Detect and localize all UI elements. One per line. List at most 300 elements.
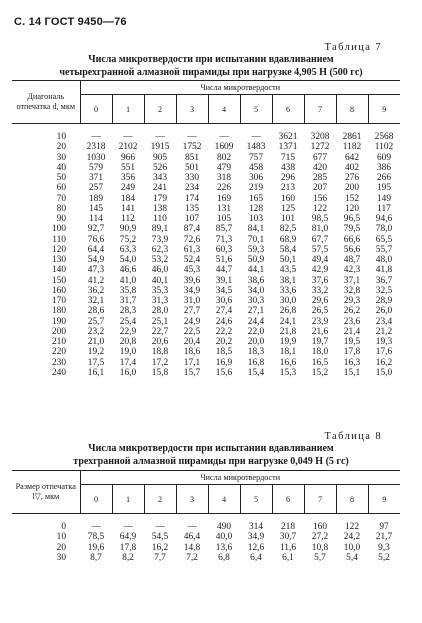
table8-caption-line1: Числа микротвердости при испытании вдавливанием: [88, 443, 334, 454]
table-cell: 47,3: [87, 265, 105, 276]
row-label: 70: [56, 193, 66, 204]
table-cell: 5,7: [314, 552, 326, 563]
table-cell: 21,0: [87, 337, 105, 347]
table7-column-header: 7: [304, 95, 336, 124]
table-cell: 2861: [342, 132, 362, 142]
table-cell: 81,0: [311, 224, 329, 235]
table-row: [12, 204, 400, 214]
table-row: [12, 194, 400, 204]
table-cell: 24,4: [247, 316, 265, 327]
table-cell: —: [187, 522, 197, 532]
table-cell: 110: [153, 214, 167, 224]
table-cell: 51,6: [215, 255, 233, 265]
table-cell: 15,3: [279, 367, 297, 378]
table-cell: 45,3: [183, 265, 201, 276]
table-cell: 18,1: [279, 347, 297, 358]
table-cell: 65,5: [375, 234, 393, 245]
table-cell: 19,9: [279, 337, 297, 347]
table8-label: Таблица 8: [324, 431, 382, 442]
table-cell: 20,6: [151, 337, 169, 347]
table-cell: 234: [184, 183, 200, 194]
table8-caption: [0, 443, 422, 468]
table-cell: 16,2: [151, 542, 169, 553]
table-cell: 28,6: [87, 306, 105, 317]
row-label: 30: [56, 152, 66, 163]
table8: [12, 470, 400, 563]
table-row: [12, 153, 400, 163]
table-cell: 84,1: [247, 224, 265, 235]
table-cell: 37,6: [311, 275, 329, 286]
table-cell: 16,2: [375, 357, 393, 368]
table-cell: 55,7: [375, 244, 393, 255]
table-cell: 16,0: [119, 367, 137, 378]
table-cell: 16,5: [311, 357, 329, 368]
table-cell: 92,7: [87, 224, 105, 235]
table-cell: 386: [376, 162, 392, 173]
table-cell: 131: [216, 203, 232, 214]
table7-column-header: 9: [368, 95, 400, 124]
table-row: [12, 532, 400, 542]
table-cell: 41,2: [87, 275, 105, 286]
table-cell: 526: [152, 162, 168, 173]
table-cell: 125: [280, 203, 296, 214]
table-cell: 112: [121, 214, 135, 224]
table-cell: —: [187, 132, 197, 142]
table-cell: 490: [216, 522, 232, 532]
table-cell: 57,5: [311, 244, 329, 255]
table-cell: 141: [120, 203, 136, 214]
table-cell: 48,7: [343, 255, 361, 265]
table-cell: 22,5: [183, 326, 201, 337]
table-cell: —: [219, 132, 229, 142]
table8-column-header: 7: [304, 485, 336, 514]
table-cell: —: [155, 132, 165, 142]
table-cell: 438: [280, 162, 296, 173]
table-cell: 19,2: [87, 347, 105, 358]
table-cell: 17,8: [119, 542, 137, 553]
table-cell: 296: [280, 173, 296, 183]
table-row: [12, 327, 400, 337]
table8-column-header: 4: [208, 485, 240, 514]
table-cell: 49,4: [311, 255, 329, 265]
table-cell: 16,9: [215, 357, 233, 368]
table-cell: 6,8: [218, 552, 230, 563]
table-cell: 42,9: [311, 265, 329, 276]
table-cell: —: [155, 522, 165, 532]
table-cell: 21,8: [279, 326, 297, 337]
table-cell: 149: [376, 193, 392, 204]
table-cell: 343: [152, 173, 168, 183]
table-cell: 160: [280, 193, 296, 204]
table-cell: 5,4: [346, 552, 358, 563]
table-cell: 58,4: [279, 244, 297, 255]
table7-label: Таблица 7: [324, 42, 382, 53]
table-cell: 46,4: [183, 532, 201, 543]
table-cell: 103: [248, 214, 264, 224]
table8-column-header: 8: [336, 485, 368, 514]
table-row: [12, 142, 400, 152]
table-cell: 64,4: [87, 244, 105, 255]
row-label: 40: [56, 162, 66, 173]
table-cell: 18,0: [311, 347, 329, 358]
table-cell: 53,2: [151, 255, 169, 265]
table-cell: —: [91, 132, 101, 142]
table-cell: 107: [184, 214, 200, 224]
table8-column-header: 0: [80, 485, 112, 514]
table-cell: 402: [344, 162, 360, 173]
page-header: С. 14 ГОСТ 9450—76: [14, 16, 127, 28]
table-cell: 330: [184, 173, 200, 183]
table-cell: 7,2: [186, 552, 198, 563]
table-cell: 642: [344, 152, 360, 163]
table-cell: 249: [120, 183, 136, 194]
table-cell: 174: [184, 193, 200, 204]
table-cell: 17,6: [375, 347, 393, 358]
row-label: 80: [56, 203, 66, 214]
table-cell: 8,7: [90, 552, 102, 563]
table-cell: 50,9: [247, 255, 265, 265]
table-cell: 138: [152, 203, 168, 214]
table-cell: 30,6: [215, 296, 233, 306]
table-cell: 160: [312, 522, 328, 532]
table7-column-header: 1: [112, 95, 144, 124]
table-cell: 38,6: [247, 275, 265, 286]
table-cell: 207: [312, 183, 328, 194]
table-cell: 1752: [182, 142, 202, 153]
table-cell: 16,3: [343, 357, 361, 368]
table-cell: 36,2: [87, 285, 105, 296]
table-cell: 420: [312, 162, 328, 173]
table-cell: 257: [88, 183, 104, 194]
table-cell: 6,4: [250, 552, 262, 563]
table-cell: 41,8: [375, 265, 393, 276]
table-cell: 94,6: [375, 214, 393, 224]
table-cell: 21,4: [343, 326, 361, 337]
table-cell: 18,5: [215, 347, 233, 358]
row-label: 10: [56, 532, 66, 543]
table8-column-header: 5: [240, 485, 272, 514]
table-cell: 23,4: [375, 316, 393, 327]
table-cell: 15,8: [151, 367, 169, 378]
table-cell: 18,8: [151, 347, 169, 358]
table7-column-header: 2: [144, 95, 176, 124]
table-cell: 67,7: [311, 234, 329, 245]
table-cell: 23,6: [343, 316, 361, 327]
table-row: [12, 276, 400, 286]
table-cell: 43,5: [279, 265, 297, 276]
table-cell: 3208: [310, 132, 330, 142]
table-cell: 31,7: [119, 296, 137, 306]
table-cell: 16,6: [279, 357, 297, 368]
table-cell: 18,3: [247, 347, 265, 358]
table-cell: 30,7: [279, 532, 297, 543]
row-label: 150: [51, 275, 66, 286]
table-cell: 1609: [214, 142, 234, 153]
table-cell: 15,4: [247, 367, 265, 378]
table-cell: 21,7: [375, 532, 393, 543]
table-cell: 19,5: [343, 337, 361, 347]
table-cell: 89,1: [151, 224, 169, 235]
table8-column-header: 1: [112, 485, 144, 514]
table-cell: 2102: [118, 142, 138, 153]
table-cell: 63,3: [119, 244, 137, 255]
table-cell: 851: [184, 152, 200, 163]
table-cell: 61,3: [183, 244, 201, 255]
table-cell: 54,5: [151, 532, 169, 543]
table-cell: 48,0: [375, 255, 393, 265]
table8-column-header: 6: [272, 485, 304, 514]
table-cell: 46,6: [119, 265, 137, 276]
table-cell: 35,8: [119, 285, 137, 296]
table-cell: 122: [312, 203, 328, 214]
table-cell: 213: [280, 183, 296, 194]
table-cell: 22,7: [151, 326, 169, 337]
table-cell: 23,9: [311, 316, 329, 327]
table-cell: 62,3: [151, 244, 169, 255]
table-cell: 677: [312, 152, 328, 163]
table-cell: 15,2: [311, 367, 329, 378]
table-row: [12, 245, 400, 255]
table-cell: 34,9: [183, 285, 201, 296]
table-cell: 90,9: [119, 224, 137, 235]
table-row: [12, 306, 400, 316]
table-cell: 21,2: [375, 326, 393, 337]
table-cell: 276: [344, 173, 360, 183]
table-cell: 18,6: [183, 347, 201, 358]
table-cell: 6,1: [282, 552, 294, 563]
table-cell: 44,1: [247, 265, 265, 276]
row-label: 230: [51, 357, 66, 368]
table-cell: 22,0: [247, 326, 265, 337]
table-cell: 128: [248, 203, 264, 214]
table-cell: 156: [312, 193, 328, 204]
table-cell: 25,1: [151, 316, 169, 327]
table-cell: 13,6: [215, 542, 233, 553]
table-cell: 32,5: [375, 285, 393, 296]
table-row: [12, 163, 400, 173]
table-cell: 24,6: [215, 316, 233, 327]
table-cell: 27,7: [183, 306, 201, 317]
table-cell: 71,3: [215, 234, 233, 245]
table-cell: 54,9: [87, 255, 105, 265]
table-cell: 79,5: [343, 224, 361, 235]
table-row: [12, 317, 400, 327]
table-cell: 135: [184, 203, 200, 214]
table-cell: 145: [88, 203, 104, 214]
table-cell: —: [123, 522, 133, 532]
table-row: [12, 347, 400, 357]
table-cell: 78,5: [87, 532, 105, 543]
table-cell: 241: [152, 183, 168, 194]
table-cell: 17,2: [151, 357, 169, 368]
table-cell: 19,7: [311, 337, 329, 347]
table-cell: 50,1: [279, 255, 297, 265]
table-cell: 15,0: [375, 367, 393, 378]
table-cell: 117: [377, 203, 391, 214]
table-cell: 285: [312, 173, 328, 183]
table-row: [12, 337, 400, 347]
table-cell: 33,2: [311, 285, 329, 296]
table-cell: 59,3: [247, 244, 265, 255]
table-cell: 20,8: [119, 337, 137, 347]
table-cell: 19,6: [87, 542, 105, 553]
table-cell: 25,4: [119, 316, 137, 327]
table-cell: 52,4: [183, 255, 201, 265]
row-label: 30: [56, 552, 66, 563]
row-label: 200: [51, 326, 66, 337]
table-cell: 715: [280, 152, 296, 163]
table-cell: 23,2: [87, 326, 105, 337]
table-cell: 34,0: [247, 285, 265, 296]
table-row: [12, 265, 400, 275]
table-cell: 76,6: [87, 234, 105, 245]
row-label: 10: [56, 132, 66, 142]
table-cell: 34,5: [215, 285, 233, 296]
table-cell: 66,6: [343, 234, 361, 245]
table-cell: 46,0: [151, 265, 169, 276]
table-cell: 20,0: [247, 337, 265, 347]
table-cell: 10,8: [311, 542, 329, 553]
table-cell: 27,4: [215, 306, 233, 317]
table-cell: 24,9: [183, 316, 201, 327]
table-cell: 31,0: [183, 296, 201, 306]
table7-caption-line1: Числа микротвердости при испытании вдавливанием: [88, 54, 334, 65]
table-cell: 306: [248, 173, 264, 183]
table-cell: 1483: [246, 142, 266, 153]
table-cell: 22,9: [119, 326, 137, 337]
table-cell: 905: [152, 152, 168, 163]
table-cell: 15,7: [183, 367, 201, 378]
table-cell: 40,1: [151, 275, 169, 286]
table-cell: 165: [248, 193, 264, 204]
row-label: 60: [56, 183, 66, 194]
table-cell: 27,2: [311, 532, 329, 543]
table-cell: 78,0: [375, 224, 393, 235]
table-row: [12, 358, 400, 368]
table-cell: 105: [216, 214, 232, 224]
table7-row-header: Диагональ отпечатка d, мкм: [12, 81, 80, 124]
table-cell: 757: [248, 152, 264, 163]
table-cell: 38,1: [279, 275, 297, 286]
table-cell: 1102: [374, 142, 394, 153]
table7: [12, 80, 400, 378]
table8-row-header: Размер отпечатка l▽, мкм: [12, 471, 80, 514]
table-cell: 26,0: [375, 306, 393, 317]
table-cell: 17,1: [183, 357, 201, 368]
table-cell: 609: [376, 152, 392, 163]
table-cell: 101: [280, 214, 296, 224]
table-cell: 24,1: [279, 316, 297, 327]
row-label: 120: [51, 244, 66, 255]
table-cell: 22,2: [215, 326, 233, 337]
table-cell: 152: [344, 193, 360, 204]
table-cell: 7,7: [154, 552, 166, 563]
table-cell: 20,2: [215, 337, 233, 347]
table-cell: 16,1: [87, 367, 105, 378]
table-cell: 60,3: [215, 244, 233, 255]
table-row: [12, 255, 400, 265]
row-label: 130: [51, 255, 66, 265]
table7-column-header: 6: [272, 95, 304, 124]
table7-column-header: 4: [208, 95, 240, 124]
table-cell: 87,4: [183, 224, 201, 235]
table-cell: 32,8: [343, 285, 361, 296]
table-cell: 21,6: [311, 326, 329, 337]
table8-column-header: 2: [144, 485, 176, 514]
table7-column-header: 3: [176, 95, 208, 124]
table-cell: 120: [344, 203, 360, 214]
table7-column-header: 0: [80, 95, 112, 124]
table-cell: 39,1: [215, 275, 233, 286]
table-cell: 30,0: [279, 296, 297, 306]
table-cell: 41,0: [119, 275, 137, 286]
table-row: [12, 224, 400, 234]
table-cell: 579: [88, 162, 104, 173]
table-cell: 479: [216, 162, 232, 173]
table-row: [12, 173, 400, 183]
row-label: 140: [51, 265, 66, 276]
table-cell: 1182: [342, 142, 362, 153]
table-cell: 19,0: [119, 347, 137, 358]
table-cell: —: [123, 132, 133, 142]
row-label: 160: [51, 285, 66, 296]
table-cell: —: [251, 132, 261, 142]
table-cell: 218: [280, 522, 296, 532]
row-label: 20: [56, 542, 66, 553]
table-cell: 226: [216, 183, 232, 194]
table-cell: 8,2: [122, 552, 134, 563]
table-cell: 39,6: [183, 275, 201, 286]
table-row: [12, 132, 400, 142]
table-cell: 1272: [310, 142, 330, 153]
table-cell: 25,7: [87, 316, 105, 327]
table-cell: 32,1: [87, 296, 105, 306]
table7-column-header: 5: [240, 95, 272, 124]
table8-caption-line2: трехгранной алмазной пирамиды при нагрузке 0,049 Н (5 гс): [73, 455, 349, 467]
row-label: 240: [51, 367, 66, 378]
row-label: 170: [51, 296, 66, 306]
table-cell: 122: [344, 522, 360, 532]
row-label: 210: [51, 337, 66, 347]
table-cell: 17,8: [343, 347, 361, 358]
table-cell: 40,0: [215, 532, 233, 543]
table-cell: 96,5: [343, 214, 361, 224]
table-cell: 551: [120, 162, 136, 173]
table-cell: 31,3: [151, 296, 169, 306]
row-label: 110: [52, 234, 66, 245]
table-row: [12, 543, 400, 553]
table-cell: 200: [344, 183, 360, 194]
row-label: 0: [61, 522, 66, 532]
table-row: [12, 214, 400, 224]
table-cell: 1371: [278, 142, 298, 153]
table7-caption-line2: четырехгранной алмазной пирамиды при нагрузке 4,905 Н (500 гс): [59, 66, 363, 78]
table-cell: 28,0: [151, 306, 169, 317]
table-row: [12, 235, 400, 245]
table-cell: 966: [120, 152, 136, 163]
row-label: 180: [51, 306, 66, 317]
table-cell: 1030: [86, 152, 106, 163]
row-label: 50: [56, 173, 66, 183]
table-cell: 11,6: [279, 542, 297, 553]
table-cell: 68,9: [279, 234, 297, 245]
row-label: 190: [51, 316, 66, 327]
table-cell: 371: [88, 173, 104, 183]
table-cell: 195: [376, 183, 392, 194]
table7-group-header: Числа микротвердости: [80, 81, 400, 95]
table-cell: 10,0: [343, 542, 361, 553]
table-cell: 30,3: [247, 296, 265, 306]
